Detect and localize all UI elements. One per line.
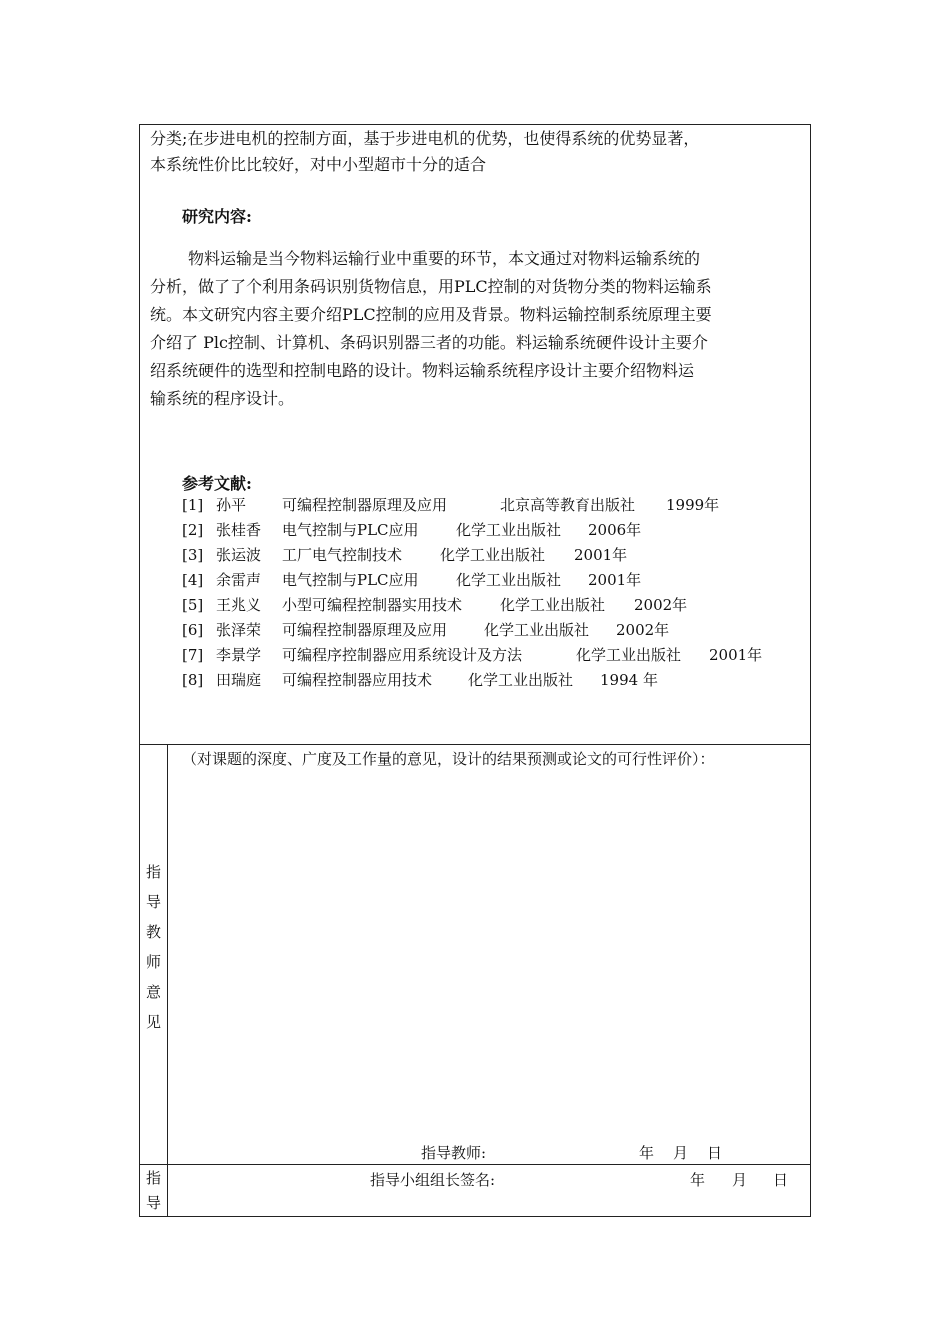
advisor-opinion-section (140, 745, 810, 1165)
proposal-form-table (139, 124, 811, 1217)
reference-author: 田瑞庭 (216, 671, 262, 689)
research-line-1: 物料运输是当今物料运输行业中重要的环节，本文通过对物料运输系统的 (188, 249, 701, 268)
reference-year: 2002年 (616, 621, 670, 639)
reference-number: [7] (182, 646, 204, 664)
reference-title: 电气控制与PLC应用 (282, 571, 419, 589)
vertical-label-char: 指 (145, 1169, 161, 1187)
reference-publisher: 化学工业出版社 (456, 521, 562, 539)
group-date-day: 日 (773, 1171, 789, 1189)
reference-publisher: 化学工业出版社 (576, 646, 682, 664)
reference-title: 工厂电气控制技术 (282, 546, 403, 564)
references-heading: 参考文献: (182, 474, 252, 493)
advisor-date-month: 月 (673, 1144, 689, 1162)
reference-title: 可编程控制器原理及应用 (282, 621, 448, 639)
reference-year: 2002年 (634, 596, 688, 614)
reference-author: 王兆义 (216, 596, 262, 614)
reference-author: 张泽荣 (216, 621, 262, 639)
reference-publisher: 北京高等教育出版社 (500, 496, 636, 514)
reference-publisher: 化学工业出版社 (500, 596, 606, 614)
vertical-label-char: 导 (145, 1194, 161, 1212)
advisor-signature-label: 指导教师: (421, 1144, 487, 1162)
reference-year: 2001年 (709, 646, 763, 664)
research-line-5: 绍系统硬件的选型和控制电路的设计。物料运输系统程序设计主要介绍物料运 (150, 361, 695, 380)
advisor-opinion-label-cell (140, 745, 168, 1164)
reference-publisher: 化学工业出版社 (456, 571, 562, 589)
reference-author: 孙平 (216, 496, 247, 514)
reference-number: [1] (182, 496, 204, 514)
vertical-label-char: 见 (145, 1013, 161, 1031)
vertical-label-char: 师 (145, 953, 161, 971)
reference-year: 2001年 (574, 546, 628, 564)
reference-year: 2006年 (588, 521, 642, 539)
advisor-date-day: 日 (707, 1144, 723, 1162)
research-line-3: 统。本文研究内容主要介绍PLC控制的应用及背景。物料运输控制系统原理主要 (150, 305, 712, 324)
reference-number: [4] (182, 571, 204, 589)
reference-publisher: 化学工业出版社 (484, 621, 590, 639)
group-review-section (140, 1165, 810, 1216)
vertical-label-char: 意 (145, 983, 161, 1001)
research-line-6: 输系统的程序设计。 (150, 389, 295, 408)
intro-line-2: 本系统性价比比较好，对中小型超市十分的适合 (150, 155, 487, 174)
reference-author: 李景学 (216, 646, 262, 664)
reference-title: 电气控制与PLC应用 (282, 521, 419, 539)
reference-number: [8] (182, 671, 204, 689)
reference-publisher: 化学工业出版社 (440, 546, 546, 564)
reference-title: 可编程控制器原理及应用 (282, 496, 448, 514)
group-date-month: 月 (732, 1171, 748, 1189)
reference-number: [2] (182, 521, 204, 539)
content-section (140, 125, 810, 745)
vertical-label-char: 教 (145, 923, 161, 941)
intro-line-1: 分类;在步进电机的控制方面，基于步进电机的优势，也使得系统的优势显著， (150, 129, 700, 148)
reference-title: 可编程序控制器应用系统设计及方法 (282, 646, 523, 664)
reference-number: [5] (182, 596, 204, 614)
research-line-4: 介绍了 Plc控制、计算机、条码识别器三者的功能。料运输系统硬件设计主要介 (150, 333, 708, 352)
group-date-year: 年 (690, 1171, 706, 1189)
research-heading: 研究内容: (182, 207, 252, 226)
reference-title: 可编程控制器应用技术 (282, 671, 433, 689)
reference-author: 余雷声 (216, 571, 262, 589)
vertical-label-char: 导 (145, 893, 161, 911)
reference-title: 小型可编程控制器实用技术 (282, 596, 463, 614)
reference-author: 张运波 (216, 546, 262, 564)
group-review-label-cell (140, 1165, 168, 1216)
reference-number: [3] (182, 546, 204, 564)
reference-author: 张桂香 (216, 521, 262, 539)
vertical-label-char: 指 (145, 863, 161, 881)
reference-year: 1999年 (666, 496, 720, 514)
group-leader-signature-label: 指导小组组长签名: (370, 1171, 496, 1189)
reference-publisher: 化学工业出版社 (468, 671, 574, 689)
advisor-opinion-prompt: （对课题的深度、广度及工作量的意见，设计的结果预测或论文的可行性评价）： (182, 750, 715, 768)
reference-year: 1994 年 (600, 671, 658, 689)
research-line-2: 分析，做了了个利用条码识别货物信息，用PLC控制的对货物分类的物料运输系 (150, 277, 712, 296)
reference-number: [6] (182, 621, 204, 639)
reference-year: 2001年 (588, 571, 642, 589)
advisor-date-year: 年 (639, 1144, 655, 1162)
